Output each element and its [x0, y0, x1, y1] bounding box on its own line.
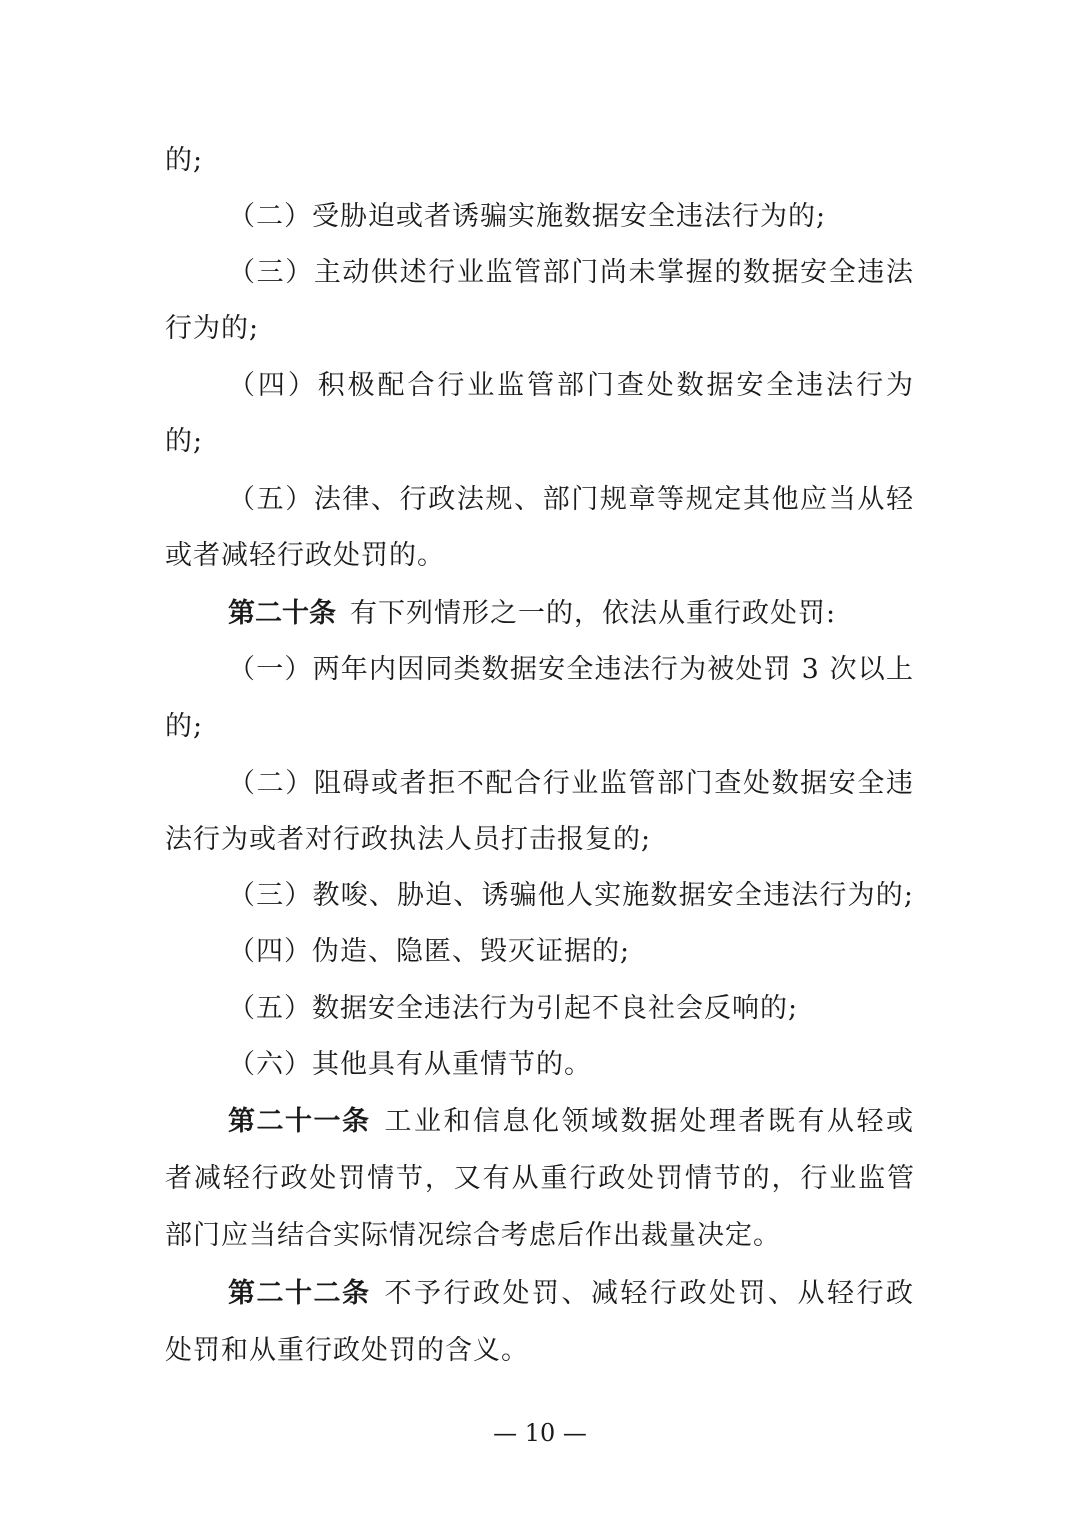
article-heading: 第二十一条	[228, 1106, 371, 1137]
text-line: 处罚和从重行政处罚的含义。	[165, 1335, 529, 1366]
text-line: 的;	[165, 711, 204, 742]
text-line: （二）阻碍或者拒不配合行业监管部门查处数据安全违	[228, 768, 914, 799]
text-line: （二）受胁迫或者诱骗实施数据安全违法行为的;	[228, 201, 827, 232]
article-21-line	[228, 1102, 914, 1142]
text-line: 者减轻行政处罚情节，又有从重行政处罚情节的，行业监管	[165, 1163, 915, 1194]
article-22-line	[228, 1274, 914, 1314]
text-line: （三）主动供述行业监管部门尚未掌握的数据安全违法	[228, 257, 914, 288]
text-line: 的;	[165, 145, 204, 176]
article-20-line	[228, 594, 836, 634]
text-line: （四）积极配合行业监管部门查处数据安全违法行为	[228, 370, 914, 401]
text-line: 部门应当结合实际情况综合考虑后作出裁量决定。	[165, 1220, 781, 1251]
text-line: 行为的;	[165, 313, 260, 344]
text-line: （四）伪造、隐匿、毁灭证据的;	[228, 936, 631, 967]
article-heading: 第二十条	[228, 598, 336, 629]
page-number: — 10 —	[493, 1419, 587, 1447]
text-line: （一）两年内因同类数据安全违法行为被处罚 3 次以上	[228, 654, 914, 685]
article-heading: 第二十二条	[228, 1278, 371, 1309]
text-line: （三）教唆、胁迫、诱骗他人实施数据安全违法行为的;	[228, 880, 914, 911]
text-line: （五）法律、行政法规、部门规章等规定其他应当从轻	[228, 484, 914, 515]
article-text: 工业和信息化领域数据处理者既有从轻或	[384, 1106, 914, 1137]
article-text: 有下列情形之一的，依法从重行政处罚:	[350, 598, 837, 629]
text-line: （五）数据安全违法行为引起不良社会反响的;	[228, 993, 799, 1024]
text-line: 的;	[165, 426, 204, 457]
text-line: （六）其他具有从重情节的。	[228, 1049, 592, 1080]
article-text: 不予行政处罚、减轻行政处罚、从轻行政	[384, 1278, 914, 1309]
text-line: 或者减轻行政处罚的。	[165, 540, 445, 571]
text-line: 法行为或者对行政执法人员打击报复的;	[165, 824, 652, 855]
